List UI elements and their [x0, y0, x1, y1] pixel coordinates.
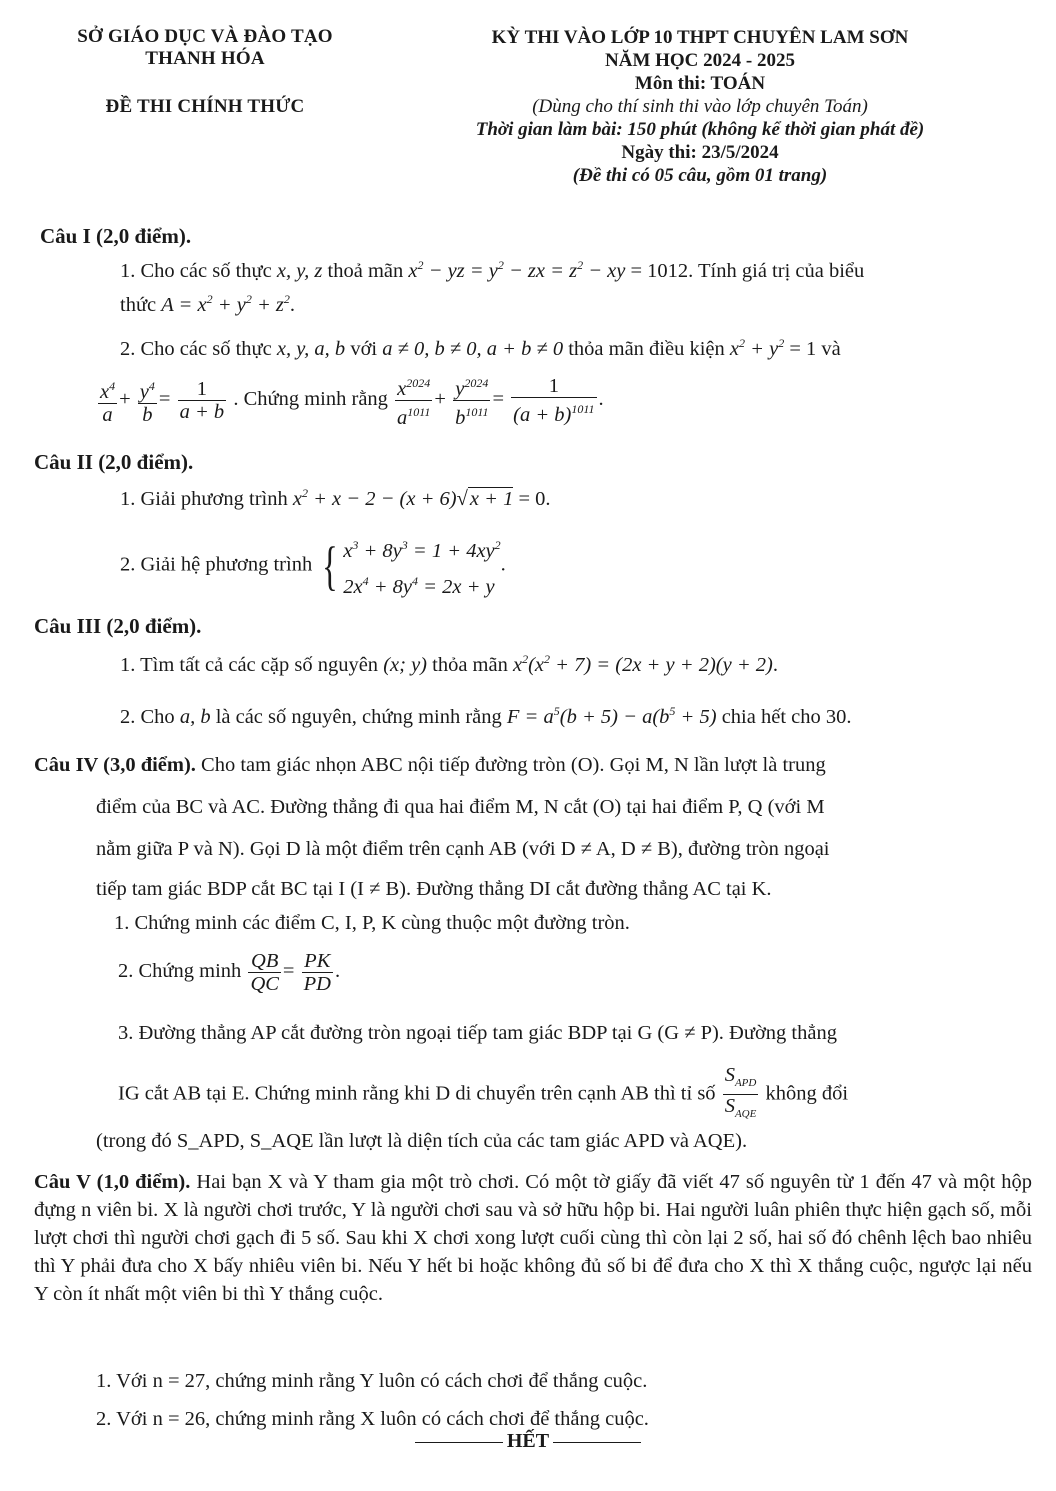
department-line-2: THANH HÓA — [145, 48, 265, 69]
school-year: NĂM HỌC 2024 - 2025 — [605, 50, 795, 71]
question-3-part-1: 1. Tìm tất cả các cặp số nguyên (x; y) thỏa mãn $x^2(x^2 + 7) = (2x + y + 2)(y + 2)$. — [120, 652, 778, 676]
time-allowed: Thời gian làm bài: 150 phút (không kể thời gian phát đề) — [475, 119, 925, 140]
question-4-part-3-line-3: (trong đó S_APD, S_AQE lần lượt là diện tích của các tam giác APD và AQE). — [96, 1130, 748, 1152]
question-4-part-1: 1. Chứng minh các điểm C, I, P, K cùng thuộc một đường tròn. — [114, 912, 630, 934]
question-2-part-2: 2. Giải hệ phương trình { $x^3 + 8y^3 = 1 + 4xy^2$ $2x^4 + 8y^4 = 2x + y$ . — [120, 535, 506, 598]
question-1-part-1: 1. Cho các số thực x, y, z thoả mãn $x^2$ − yz = $y^2$ − zx = $z^2$ − xy = 1012. Tính giá trị của biểu — [120, 258, 865, 282]
question-5-title: Câu V (1,0 điểm). — [34, 1171, 191, 1193]
question-5-part-2: 2. Với n = 26, chứng minh rằng X luôn có cách chơi để thắng cuộc. — [96, 1408, 649, 1430]
question-4-intro-3: nằm giữa P và N). Gọi D là một điểm trên cạnh AB (với D ≠ A, D ≠ B), đường tròn ngoại — [96, 838, 830, 860]
end-dash-right — [553, 1442, 641, 1443]
question-4-part-3-line-1: 3. Đường thẳng AP cắt đường tròn ngoại tiếp tam giác BDP tại G (G ≠ P). Đường thẳng — [118, 1022, 837, 1044]
question-4-part-3-line-2: IG cắt AB tại E. Chứng minh rằng khi D di chuyển trên cạnh AB thì tỉ số $\frac{S_{APD}}{S_{AQE}}$ không đổi — [118, 1064, 849, 1121]
subject: Môn thi: TOÁN — [634, 73, 766, 94]
department-name — [40, 26, 370, 70]
question-4-part-2: 2. Chứng minh $\frac{QB}{QC}$ = $\frac{PK}{PD}$ . — [118, 950, 341, 995]
question-2-title: Câu II (2,0 điểm). — [34, 450, 194, 474]
question-3-title: Câu III (2,0 điểm). — [34, 614, 202, 638]
question-1-part-2: 2. Cho các số thực x, y, a, b với a ≠ 0, b ≠ 0, a + b ≠ 0 thỏa mãn điều kiện $x^2 + y^2 = 1$ và — [120, 336, 841, 360]
department-line-1: SỞ GIÁO DỤC VÀ ĐÀO TẠO — [77, 26, 333, 47]
end-dash-left — [415, 1442, 503, 1443]
question-5-part-1: 1. Với n = 27, chứng minh rằng Y luôn có cách chơi để thắng cuộc. — [96, 1370, 648, 1392]
end-marker: HẾT — [0, 1430, 1056, 1453]
page-count: (Đề thi có 05 câu, gồm 01 trang) — [572, 165, 828, 186]
question-5-text: Câu V (1,0 điểm). Hai bạn X và Y tham gia một trò chơi. Có một tờ giấy đã viết 47 số nguyên từ 1 đến 47 và một hộp đựng n viên bi. X là người chơi trước, Y là người chơi sau và sở hữu hộp bi. Hai người luân phiên thực hiện gạch số, mỗi lượt chơi thì người chơi gạch đi 5 số. Sau khi X chơi xong lượt cuối cùng thì còn lại 2 số, hai số đó chênh lệch bao nhiêu thì Y phải đưa cho X bấy nhiêu viên bi. Nếu Y hết bi hoặc không đủ số bi để đưa cho X thì X thắng cuộc, ngược lại nếu Y còn ít nhất một viên bi thì Y thắng cuộc. — [34, 1171, 1032, 1305]
question-3-part-2: 2. Cho a, b là các số nguyên, chứng minh rằng $F = a^5(b + 5) - a(b^5 + 5)$ chia hết cho 30. — [120, 704, 852, 728]
question-4-intro-1: Câu IV (3,0 điểm). Cho tam giác nhọn ABC nội tiếp đường tròn (O). Gọi M, N lần lượt là trung — [34, 754, 826, 776]
question-4-title: Câu IV (3,0 điểm). — [34, 754, 196, 776]
exam-date: Ngày thi: 23/5/2024 — [621, 142, 779, 163]
question-1-part-2-formula: $\frac{x^4}{a}$ + $\frac{y^4}{b}$ = $\frac{1}{a + b}$ . Chứng minh rằng $\frac{x^{2024}}{a^{1011}}$ + $\frac{y^{2024}}{b^{1011}}$ = $\frac{1}{(a + b)^{1011}}$ . — [96, 372, 604, 429]
question-1-title: Câu I (2,0 điểm). — [40, 224, 192, 248]
question-4-intro-4: tiếp tam giác BDP cắt BC tại I (I ≠ B). Đường thẳng DI cắt đường thẳng AC tại K. — [96, 878, 772, 900]
exam-title: KỲ THI VÀO LỚP 10 THPT CHUYÊN LAM SƠN — [491, 27, 909, 48]
exam-info — [380, 26, 1020, 187]
question-1-part-1-expr: thức $A = x^2 + y^2 + z^2$. — [120, 292, 295, 316]
question-2-part-1: 1. Giải phương trình $x^2 + x - 2 - (x + 6)√x + 1 = 0$. — [120, 486, 551, 510]
target-candidates: (Dùng cho thí sinh thi vào lớp chuyên Toán) — [532, 96, 868, 117]
official-label: ĐỀ THI CHÍNH THỨC — [105, 96, 305, 117]
question-4-intro-2: điểm của BC và AC. Đường thẳng đi qua hai điểm M, N cắt (O) tại hai điểm P, Q (với M — [96, 796, 825, 818]
